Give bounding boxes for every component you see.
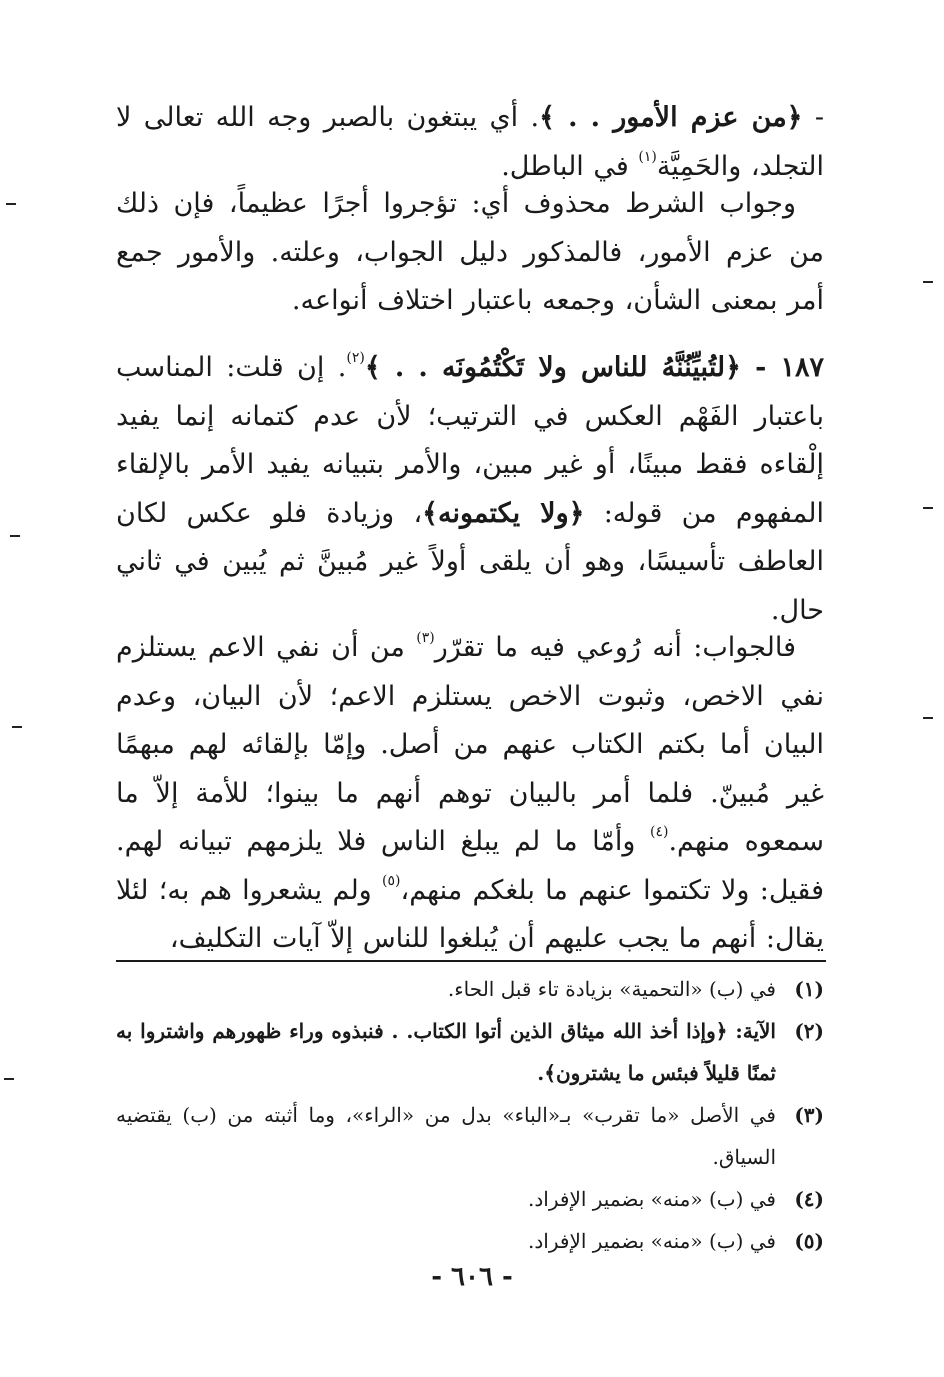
p4-text-3: وأمّا ما لم يبلغ الناس فلا يلزمهم تبيانه لهم. فقيل: ولا تكتموا عنهم ما بلغكم منهم، <box>116 826 824 906</box>
footnote-1 <box>116 968 824 1010</box>
footnote-text: في الأصل «ما تقرب» بـ«الباء» بدل من «الراء»، وما أثبته من (ب) يقتضيه السياق. <box>116 1103 776 1169</box>
page-number: - ٦٠٦ - <box>431 1262 513 1292</box>
footnote-separator <box>116 960 826 962</box>
paragraph-3 <box>116 344 824 635</box>
footnote-text: في (ب) «منه» بضمير الإفراد. <box>528 1229 776 1253</box>
p3-quote: ﴿لتُبيِّنُنَّهُ للناس ولا تَكْتُمُونَه . . ﴾ <box>364 352 741 383</box>
left-margin-mark-1 <box>6 203 16 205</box>
left-margin-mark-2 <box>10 535 20 537</box>
paragraph-1 <box>116 94 824 191</box>
footnote-4 <box>116 1178 824 1220</box>
paragraph-2 <box>116 180 824 326</box>
footnotes <box>116 968 824 1262</box>
footnote-ref-2[interactable]: (٢) <box>346 350 365 366</box>
footnote-number: (٥) <box>794 1229 824 1253</box>
footnote-ref-4[interactable]: (٤) <box>649 824 669 840</box>
p4-text-2: من أن نفي الاعم يستلزم نفي الاخص، وثبوت الاخص يستلزم الاعم؛ لأن البيان، وعدم البيان أما بكتم الكتاب عنهم من أصل. وإمّا بإلقائه لهم مبهمًا غير مُبينّ. فلما أمر بالبيان توهم أنهم ما بينوا؛ للأمة إلاّ ما سمعوه منهم. <box>116 632 824 857</box>
footnote-ref-3[interactable]: (٣) <box>416 630 435 646</box>
footnote-text: الآية: ﴿وإذا أخذ الله ميثاق الذين أتوا الكتاب. . فنبذوه وراء ظهورهم واشتروا به ثمنًا قليلاً فبئس ما يشترون﴾. <box>116 1019 776 1085</box>
left-margin-mark-3 <box>12 726 22 728</box>
p4-text-4: ولم يشعروا هم به؛ لئلا يقال: أنهم ما يجب عليهم أن يُبلغوا للناس إلاّ آيات التكليف، <box>116 874 824 954</box>
p4-text-1: فالجواب: أنه رُوعي فيه ما تقرّر <box>434 632 796 663</box>
footnote-number: (٣) <box>794 1103 824 1127</box>
footnote-text: في (ب) «التحمية» بزيادة تاء قبل الحاء. <box>447 977 776 1001</box>
footnote-2 <box>116 1010 824 1094</box>
right-margin-mark-3 <box>923 717 933 719</box>
p3-quote-2: ﴿ولا يكتمونه﴾ <box>422 497 585 529</box>
footnote-number: (٤) <box>794 1187 824 1211</box>
p2-text: وجواب الشرط محذوف أي: تؤجروا أجرًا عظيماً، فإن ذلك من عزم الأمور، فالمذكور دليل الجواب، وعلته. والأمور جمع أمر بمعنى الشأن، وجمعه باعتبار اختلاف أنواعه. <box>116 188 824 316</box>
p1-text-end: في الباطل. <box>501 150 639 182</box>
footnote-5 <box>116 1220 824 1262</box>
p3-text: . إن قلت: المناسب باعتبار الفَهْم العكس في الترتيب؛ لأن عدم كتمانه إنما يفيد إلْقاءه فقط مبينًا، أو غير مبين، والأمر بتبيانه يفيد الأمر بالإلقاء المفهوم من قوله: <box>116 352 824 529</box>
paragraph-4 <box>116 624 824 964</box>
p3-text-end: ، وزيادة فلو عكس لكان العاطف تأسيسًا، وهو أن يلقى أولاً غير مُبينَّ ثم يُبين في ثاني حال. <box>116 497 824 626</box>
footnote-3 <box>116 1094 824 1178</box>
p1-text: . أي يبتغون بالصبر وجه الله تعالى لا التجلد، والحَمِيَّة <box>116 102 824 182</box>
footnote-number: (٢) <box>794 1019 824 1043</box>
footnote-ref-1[interactable]: (١) <box>638 148 657 165</box>
footnote-ref-5[interactable]: (٥) <box>382 872 401 889</box>
p1-lead: - <box>802 102 825 133</box>
p1-quote: ﴿من عزم الأمور . . ﴾ <box>539 102 803 133</box>
right-margin-mark-2 <box>923 507 933 509</box>
footnote-number: (١) <box>794 977 824 1001</box>
verse-number-187: ١٨٧ - <box>740 352 824 383</box>
footnote-text: في (ب) «منه» بضمير الإفراد. <box>528 1187 776 1211</box>
right-margin-mark-1 <box>923 281 933 283</box>
left-margin-mark-4 <box>4 1078 14 1080</box>
